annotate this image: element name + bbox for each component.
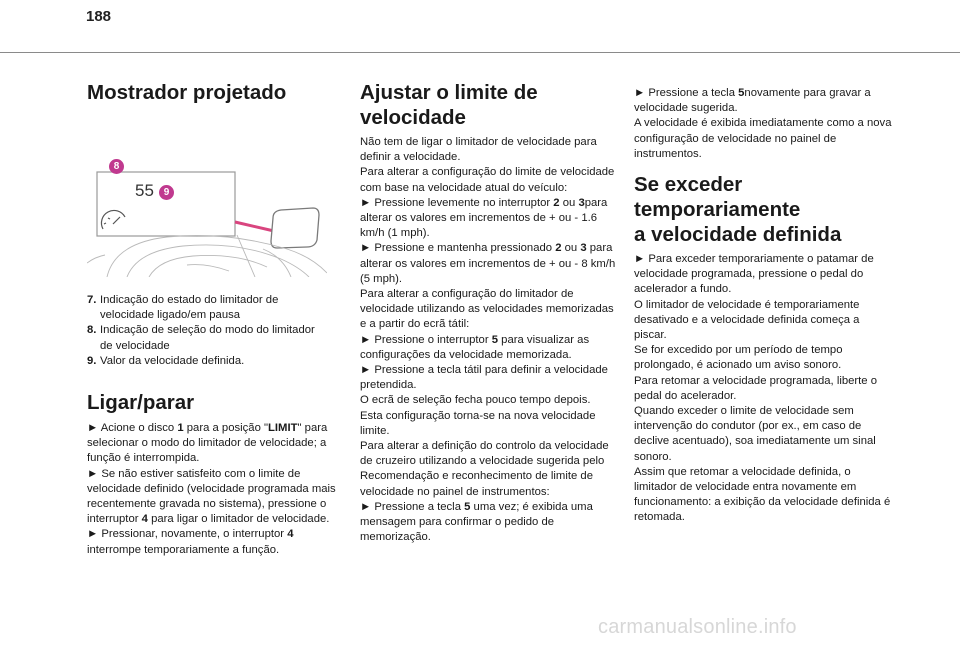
paragraph: Assim que retomar a velocidade definida, o limitador de velocidade entra novamente em funcionamento: a exibição da velocidade definida é retomada. (634, 465, 891, 524)
header-rule (0, 52, 960, 53)
paragraph: ► Pressione levemente no interruptor 2 ou 3para alterar os valores em incrementos de + ou - 1.6 km/h (1 mph). (360, 196, 608, 240)
section-title-exceder: Se exceder temporariamente a velocidade definida (634, 173, 842, 247)
section-title-ligar-parar: Ligar/parar (87, 391, 195, 415)
paragraph: Para alterar a definição do controlo da velocidade de cruzeiro utilizando a velocidade sugerida pelo Recomendação e reconhecimento de limite de velocidade no painel de instrumentos: (360, 440, 609, 498)
paragraph: O limitador de velocidade é temporariamente desativado e a velocidade definida começa a piscar. (634, 298, 860, 342)
legend-number: 7. (87, 294, 97, 306)
head-up-display-figure (87, 125, 327, 277)
legend-text: Indicação do estado do limitador de velocidade ligado/em pausa (100, 294, 279, 322)
paragraph: Quando exceder o limite de velocidade sem intervenção do condutor (por ex., em caso de declive acentuado), soa imediatamente um sinal sonoro. (634, 405, 876, 463)
legend-number: 9. (87, 354, 97, 367)
paragraph: Para alterar a configuração do limitador de velocidade utilizando as velocidades memorizadas e a partir do ecrã tátil: (360, 288, 614, 331)
column-2 (360, 80, 618, 545)
legend-item (87, 293, 343, 323)
watermark: carmanualsonline.info (598, 616, 797, 638)
paragraph: ► Se não estiver satisfeito com o limite de velocidade definido (velocidade programada mais recentemente gravada no sistema), pressione o interruptor 4 para ligar o limitador de velocidade. (87, 467, 336, 526)
paragraph: Para retomar a velocidade programada, liberte o pedal do acelerador. (634, 374, 878, 402)
paragraph: O ecrã de seleção fecha pouco tempo depois. (360, 394, 591, 407)
paragraph: Não tem de ligar o limitador de velocidade para definir a velocidade. (360, 136, 597, 164)
column-1 (87, 80, 343, 558)
paragraph: ► Pressionar, novamente, o interruptor 4 interrompe temporariamente a função. (87, 528, 294, 556)
section-title-mostrador: Mostrador projetado (87, 81, 287, 104)
paragraph: ► Pressione a tecla 5novamente para gravar a velocidade sugerida. (634, 87, 871, 115)
legend-number: 8. (87, 324, 97, 337)
legend-list (87, 293, 343, 369)
paragraph: ► Pressione o interruptor 5 para visualizar as configurações da velocidade memorizada. (360, 333, 590, 361)
legend-text: Valor da velocidade definida. (100, 354, 245, 367)
paragraph: ► Pressione a tecla tátil para definir a velocidade pretendida. (360, 364, 608, 392)
callout-8: 8 (109, 159, 124, 174)
callout-9: 9 (159, 185, 174, 200)
legend-item (87, 354, 343, 369)
section-title-ajustar: Ajustar o limite de velocidade (360, 81, 538, 129)
paragraph: Se for excedido por um período de tempo prolongado, é acionado um aviso sonoro. (634, 344, 843, 372)
paragraph: ► Pressione e mantenha pressionado 2 ou 3 para alterar os valores em incrementos de + ou - 8 km/h (5 mph). (360, 242, 616, 285)
paragraph: ► Acione o disco 1 para a posição "LIMIT" para selecionar o modo do limitador de velocidade; a função é interrompida. (87, 422, 328, 465)
speed-value: 55 (135, 181, 154, 200)
paragraph: ► Para exceder temporariamente o patamar de velocidade programada, pressione o pedal do acelerador a fundo. (634, 253, 874, 296)
column-3 (634, 86, 894, 526)
paragraph: ► Pressione a tecla 5 uma vez; é exibida uma mensagem para confirmar o pedido de memorização. (360, 500, 593, 544)
legend-text: Indicação de seleção do modo do limitador de velocidade (100, 324, 315, 352)
paragraph: Esta configuração torna-se na nova velocidade limite. (360, 409, 596, 437)
legend-item (87, 323, 343, 353)
paragraph: A velocidade é exibida imediatamente como a nova configuração de velocidade no painel de instrumentos. (634, 117, 892, 160)
hud-illustration (87, 125, 327, 277)
paragraph: Para alterar a configuração do limite de velocidade com base na velocidade atual do veículo: (360, 166, 615, 194)
page-number: 188 (86, 8, 112, 25)
